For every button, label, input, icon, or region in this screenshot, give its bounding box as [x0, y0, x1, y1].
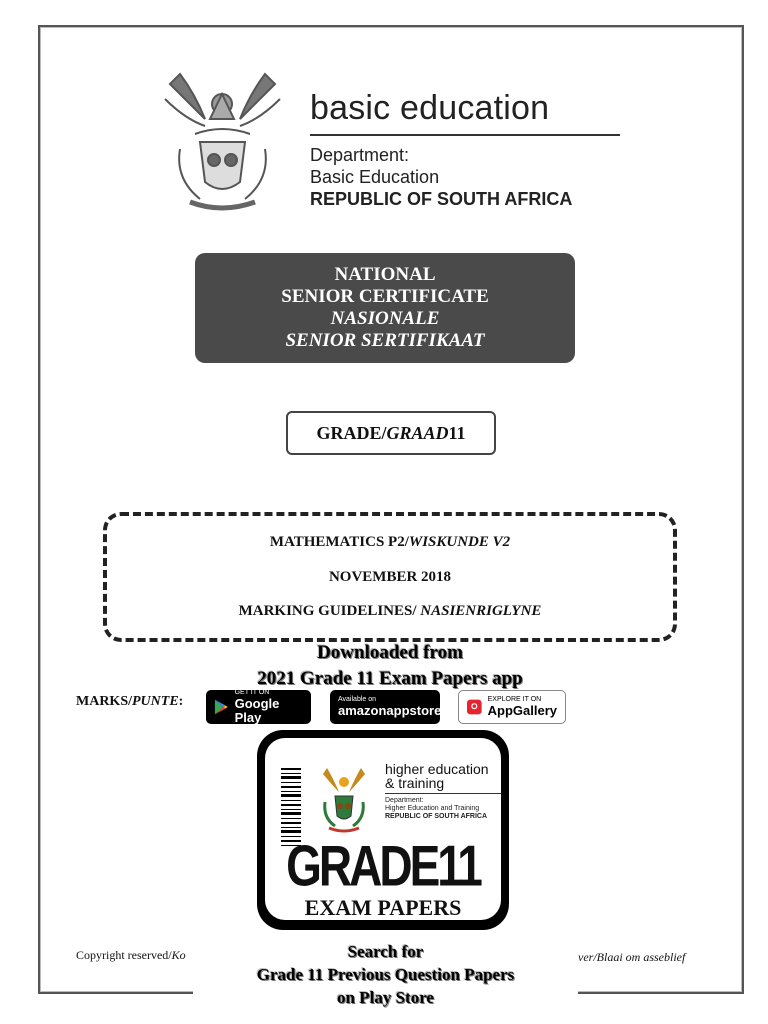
google-play-icon	[214, 698, 229, 716]
copyright-notice: Copyright reserved/Ko	[76, 948, 186, 962]
google-play-button[interactable]	[206, 690, 311, 724]
promo-downloaded-from: Downloaded from	[317, 642, 463, 663]
grade-number: 11	[448, 422, 466, 443]
certificate-title-box	[195, 253, 575, 363]
dhet-line-2: Higher Education and Training	[385, 805, 480, 812]
certificate-line-nasionale: NASIONALE	[330, 308, 440, 329]
app-grade-text: GRADE11	[286, 832, 480, 898]
app-exam-papers-text: EXAM PAPERS	[304, 895, 462, 920]
amazon-small: Available on	[338, 696, 377, 703]
exam-date: NOVEMBER 2018	[328, 568, 452, 585]
promo-app-name: 2021 Grade 11 Exam Papers app	[257, 668, 523, 689]
search-line-1: Search for	[347, 942, 424, 961]
department-label: Department:	[310, 145, 410, 165]
search-line-3: on Play Store	[337, 988, 434, 1007]
marks-label: MARKS/PUNTE:	[76, 694, 184, 709]
dhet-line-3: REPUBLIC OF SOUTH AFRICA	[385, 813, 488, 820]
certificate-line-senior: SENIOR CERTIFICATE	[281, 286, 489, 307]
huawei-label: AppGallery	[487, 703, 557, 718]
dhet-block	[385, 762, 501, 821]
coat-of-arms-icon	[160, 64, 285, 214]
huawei-small: EXPLORE IT ON	[487, 696, 542, 703]
google-play-small: GET IT ON	[234, 689, 270, 696]
dhet-divider	[385, 793, 501, 794]
search-banner	[193, 940, 578, 1009]
exam-guidelines: MARKING GUIDELINES/ NASIENRIGLYNE	[238, 603, 542, 620]
search-line-2: Grade 11 Previous Question Papers	[256, 965, 515, 984]
department-name: Basic Education	[310, 167, 440, 187]
dhet-title-2: & training	[385, 775, 445, 791]
amazon-label: amazonappstore	[338, 703, 442, 718]
mini-coat-of-arms-icon	[319, 766, 369, 834]
app-icon-inner	[265, 738, 501, 920]
app-icon	[257, 730, 509, 930]
brand-title: basic education	[310, 89, 550, 127]
country-name: REPUBLIC OF SOUTH AFRICA	[310, 189, 573, 209]
grade-italic: GRAAD	[386, 422, 449, 443]
please-turn-over: ver/Blaai om asseblief	[578, 950, 686, 964]
brand-divider	[310, 134, 620, 136]
brand-block	[310, 88, 620, 210]
exam-subject: MATHEMATICS P2/WISKUNDE V2	[269, 533, 511, 550]
grade-prefix: GRADE/	[316, 422, 387, 443]
dhet-title-1: higher education	[385, 761, 489, 777]
certificate-line-national: NATIONAL	[334, 264, 436, 285]
grade-box	[286, 411, 496, 455]
exam-info-box	[103, 512, 677, 642]
dhet-line-1: Department:	[385, 797, 424, 804]
amazon-appstore-button[interactable]	[330, 690, 440, 724]
certificate-line-sertifikaat: SENIOR SERTIFIKAAT	[285, 330, 485, 351]
huawei-appgallery-button[interactable]	[458, 690, 566, 724]
huawei-icon	[467, 698, 482, 716]
google-play-label: Google Play	[234, 696, 280, 725]
